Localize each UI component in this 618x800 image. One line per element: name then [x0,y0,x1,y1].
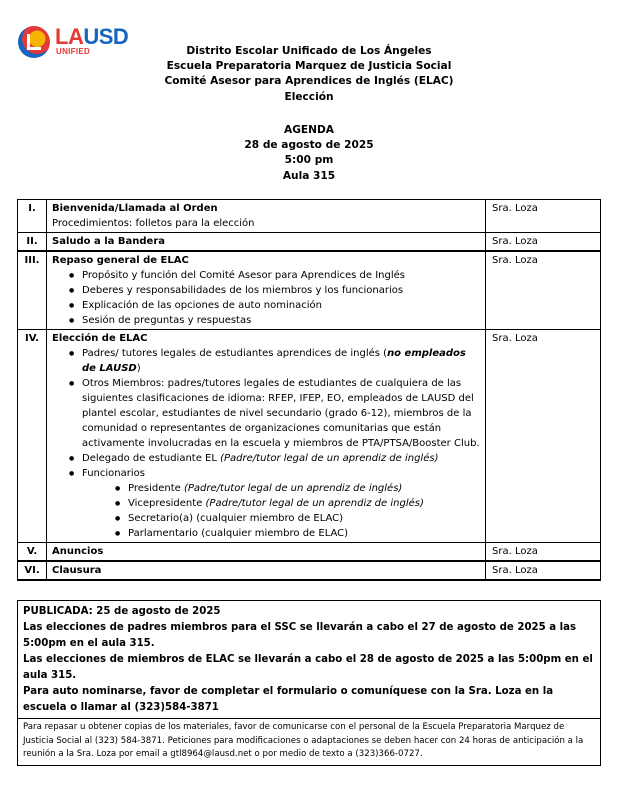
table-row [18,251,601,330]
item-content [47,200,486,233]
logo-unified: UNIFIED [56,47,91,56]
agenda-date: 28 de agosto de 2025 [244,139,374,152]
item-presenter: Sra. Loza [486,543,601,562]
item-number: II. [18,233,47,252]
item-title: Elección de ELAC [52,333,148,344]
list-item: ● Sesión de preguntas y respuestas [82,313,481,328]
item-presenter: Sra. Loza [486,233,601,252]
agenda-time: 5:00 pm [284,154,334,167]
meeting-type: Elección [284,90,334,103]
item-title: Saludo a la Bandera [52,236,166,247]
item-presenter: Sra. Loza [486,251,601,330]
item-presenter: Sra. Loza [486,330,601,543]
item-title: Bienvenida/Llamada al Orden [52,203,218,214]
item-number: I. [18,200,47,233]
table-row [18,330,601,543]
document-header [0,44,618,105]
officer-item: ● Presidente (Padre/tutor legal de un aprendiz de inglés) [128,481,481,496]
item-number: V. [18,543,47,562]
agenda-heading [0,123,618,184]
list-item: ● Delegado de estudiante EL (Padre/tutor legal de un aprendiz de inglés) [82,451,481,466]
posted-date: PUBLICADA: 25 de agosto de 2025 [23,606,221,617]
logo-wordmark: LAUSD [55,24,129,49]
table-row [18,200,601,233]
list-item: ● Explicación de las opciones de auto nominación [82,298,481,313]
list-item: ● Deberes y responsabilidades de los miembros y los funcionarios [82,283,481,298]
item-number: III. [18,251,47,330]
item-content [47,233,486,252]
agenda-title: AGENDA [284,124,334,136]
notice-announcements [18,601,600,718]
district-name: Distrito Escolar Unificado de Los Ángeles [186,45,432,57]
item-content [47,543,486,562]
list-item: ● Padres/ tutores legales de estudiantes aprendices de inglés (no empleados de LAUSD) [82,346,481,376]
item-title: Repaso general de ELAC [52,255,189,266]
officer-item: ● Parlamentario (cualquier miembro de ELAC) [128,526,481,541]
list-item: ● Otros Miembros: padres/tutores legales de estudiantes de cualquiera de las siguientes clasificaciones de idioma: RFEP, IFEP, EO, empleados de LAUSD del plantel escolar, estudiantes de nivel secundario (grado 6-12), miembros de la comunidad o representantes de organizaciones comunitarias que están activamente involucradas en la escuela y miembros de PTA/PTSA/Booster Club. [82,376,481,451]
item-bullets [52,268,481,328]
item-title: Clausura [52,565,102,576]
officer-item: ● Secretario(a) (cualquier miembro de ELAC) [128,511,481,526]
item-bullets [52,346,481,541]
table-row [18,561,601,580]
list-item: ● Funcionarios ● Presidente (Padre/tutor legal de un aprendiz de inglés) ● Vicepresidente (Padre/tutor legal de un aprendiz de inglés) ● Secretario(a) (cualquier miembro de ELAC) ● Parlamentario (cualquier miembro de ELAC) [82,466,481,541]
item-content [47,330,486,543]
agenda-room: Aula 315 [282,169,336,182]
table-row [18,543,601,562]
item-detail: Procedimientos: folletos para la elección [52,218,255,229]
table-row [18,233,601,252]
school-name: Escuela Preparatoria Marquez de Justicia Social [166,60,452,73]
item-presenter: Sra. Loza [486,200,601,233]
nomination-notice: Para auto nominarse, favor de completar el formulario o comuníquese con la Sra. Loza en la escuela o llamar al (323)584-3871 [23,686,554,713]
item-number: VI. [18,561,47,580]
item-title: Anuncios [52,546,104,557]
item-number: IV. [18,330,47,543]
item-presenter: Sra. Loza [486,561,601,580]
elac-election-notice: Las elecciones de miembros de ELAC se llevarán a cabo el 28 de agosto de 2025 a las 5:00pm en el aula 315. [23,654,593,681]
item-content [47,251,486,330]
contact-footer: Para repasar u obtener copias de los materiales, favor de comunicarse con el personal de la Escuela Preparatoria Marquez de Justicia Social al (323) 584-3871. Peticiones para modificaciones o adaptaciones se deben hacer con 24 horas de anticipación a la reunión a la Sra. Loza por email a gtl8964@lausd.net o por medio de texto a (323)366-0727. [18,718,600,765]
officer-item: ● Vicepresidente (Padre/tutor legal de un aprendiz de inglés) [128,496,481,511]
agenda-table [17,199,601,581]
ssc-election-notice: Las elecciones de padres miembros para el SSC se llevarán a cabo el 27 de agosto de 2025 a las 5:00pm en el aula 315. [23,622,577,649]
emphasis-text: no empleados de LAUSD [82,348,466,374]
list-item: ● Propósito y función del Comité Asesor para Aprendices de Inglés [82,268,481,283]
officer-list [82,481,481,541]
item-content [47,561,486,580]
committee-name: Comité Asesor para Aprendices de Inglés (ELAC) [164,75,454,88]
notice-box [17,600,601,766]
